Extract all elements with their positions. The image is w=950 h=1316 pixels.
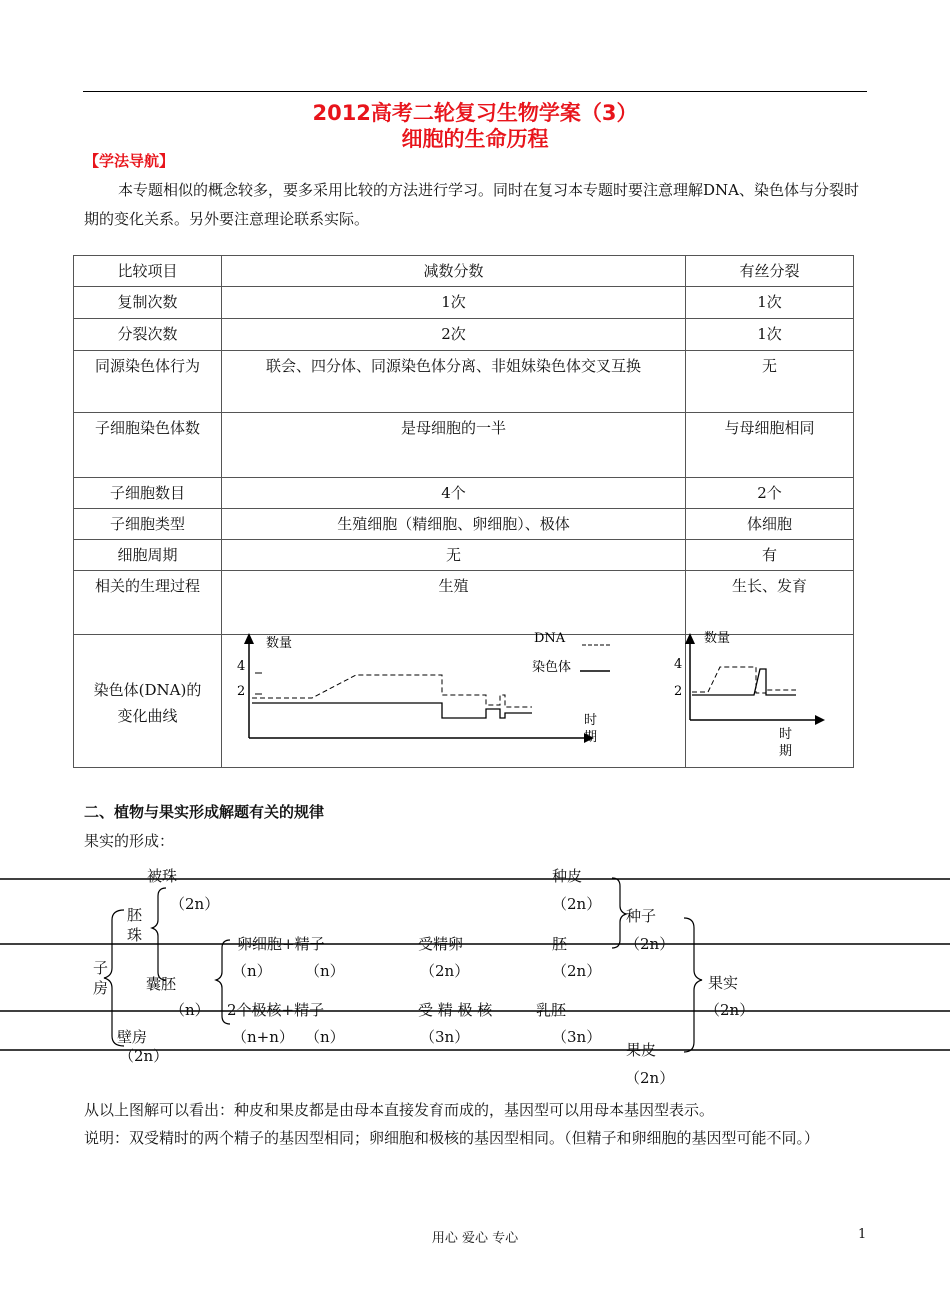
table-cell: 无 (686, 351, 854, 413)
table-cell: 子细胞染色体数 (74, 413, 222, 478)
table-row (74, 478, 854, 509)
label-shoujingjihe: 受 精 极 核 (418, 1001, 493, 1019)
dna-curve (252, 675, 532, 707)
bracket (152, 888, 166, 980)
legend-chromosome: 染色体 (532, 660, 572, 675)
label-jihe: 2个极核+精子 (227, 1001, 325, 1019)
tick-label-2: 2 (237, 684, 246, 699)
curve-row (74, 635, 854, 768)
chromosome-curve (692, 669, 796, 695)
label-shoujingluan-n: （2n） (420, 962, 470, 980)
study-guide-heading: 【学法导航】 (84, 152, 175, 170)
curve-row-label (74, 635, 222, 768)
tick-label-2: 2 (674, 684, 683, 699)
label-guoshi-n: （2n） (705, 1001, 755, 1019)
page-subtitle: 细胞的生命历程 (401, 127, 549, 151)
table-cell: 1次 (686, 287, 854, 319)
table-header-cell: 减数分数 (222, 256, 686, 287)
label-peinang-n: （n） (170, 1001, 210, 1019)
conclusion-text: 从以上图解可以看出：种皮和果皮都是由母本直接发育而成的，基因型可以用母本基因型表示。 (84, 1101, 715, 1119)
label-pei-n: （2n） (552, 962, 602, 980)
intro-paragraph: 本专题相似的概念较多，要多采用比较的方法进行学习。同时在复习本专题时要注意理解DNA、染色体与分裂时期的变化关系。另外要注意理论联系实际。 (84, 181, 859, 228)
table-header-cell: 有丝分裂 (686, 256, 854, 287)
table-cell: 2次 (222, 319, 686, 351)
label-guoshi: 果实 (708, 974, 739, 992)
label-zifang: 子房 (93, 959, 109, 997)
table-header-row (74, 256, 854, 287)
label-peizhu: 胚珠 (127, 906, 143, 944)
label-guopi: 果皮 (626, 1041, 657, 1059)
x-axis-label-2: 期 (584, 730, 598, 745)
x-axis-label-1: 时 (584, 713, 598, 728)
table-cell: 细胞周期 (74, 540, 222, 571)
table-cell: 生殖细胞（精细胞、卵细胞）、极体 (222, 509, 686, 540)
note-text: 说明：双受精时的两个精子的基因型相同；卵细胞和极核的基因型相同。（但精子和卵细胞的基因型可能不同。） (84, 1129, 820, 1147)
table-cell: 联会、四分体、同源染色体分离、非姐妹染色体交叉互换 (222, 351, 686, 413)
table-row (74, 540, 854, 571)
table-cell: 体细胞 (686, 509, 854, 540)
table-cell: 子细胞数目 (74, 478, 222, 509)
x-axis-label-1: 时 (779, 727, 793, 742)
table-row (74, 287, 854, 319)
label-luan-n: （n） (232, 962, 272, 980)
mitosis-graph-cell (674, 631, 854, 768)
comparison-table (73, 255, 854, 768)
table-cell: 无 (222, 540, 686, 571)
table-cell: 子细胞类型 (74, 509, 222, 540)
label-shoujingjihe-n: （3n） (420, 1028, 470, 1046)
label-beizhu: 被珠 (147, 867, 178, 885)
tick-label-4: 4 (237, 659, 246, 674)
label-rupei: 乳胚 (536, 1001, 567, 1019)
x-axis-arrow (815, 715, 825, 725)
label-zhongpi-n: （2n） (552, 895, 602, 913)
bracket (684, 918, 702, 1052)
curve-row-label-line2: 变化曲线 (117, 707, 178, 725)
label-beizhu-n: （2n） (170, 895, 220, 913)
table-cell: 生长、发育 (686, 571, 854, 635)
table-cell: 2个 (686, 478, 854, 509)
meiosis-graph-cell (222, 631, 686, 768)
table-row (74, 509, 854, 540)
label-shoujingluan: 受精卵 (418, 935, 464, 953)
table-cell: 生殖 (222, 571, 686, 635)
y-axis-label: 数量 (704, 631, 731, 646)
label-pei: 胚 (552, 935, 568, 953)
label-guopi-n: （2n） (625, 1069, 675, 1087)
x-axis-label-2: 期 (779, 744, 793, 759)
table-cell: 有 (686, 540, 854, 571)
label-zhongzi: 种子 (626, 907, 657, 925)
page-number: 1 (858, 1227, 867, 1242)
table-row (74, 319, 854, 351)
fruit-formation-intro: 果实的形成： (84, 832, 175, 850)
table-cell: 1次 (222, 287, 686, 319)
table-cell: 1次 (686, 319, 854, 351)
section-heading: 二、植物与果实形成解题有关的规律 (84, 803, 325, 821)
label-peinang: 囊胚 (146, 975, 177, 993)
mitosis-graph (674, 631, 853, 767)
table-cell: 复制次数 (74, 287, 222, 319)
dna-curve (692, 667, 796, 693)
label-zhongpi: 种皮 (552, 867, 583, 885)
y-axis-label: 数量 (266, 636, 293, 651)
table-row (74, 351, 854, 413)
legend-dna: DNA (534, 631, 566, 646)
page-title: 2012高考二轮复习生物学案（3） (312, 101, 638, 125)
label-jihe-n: （n+n） (232, 1028, 294, 1046)
y-axis-arrow (244, 633, 254, 644)
label-zifangbi: 壁房 (117, 1028, 148, 1046)
label-rupei-n: （3n） (552, 1028, 602, 1046)
table-row (74, 571, 854, 635)
y-axis-arrow (685, 633, 695, 644)
label-zifangbi-n: （2n） (119, 1047, 169, 1065)
table-cell: 分裂次数 (74, 319, 222, 351)
table-cell: 与母细胞相同 (686, 413, 854, 478)
label-jihe-jing-n: （n） (305, 1028, 345, 1046)
curve-row-label-line1: 染色体(DNA)的 (93, 681, 202, 699)
header-rule (83, 91, 867, 92)
page-footer: 用心 爱心 专心 (431, 1231, 519, 1246)
table-cell: 同源染色体行为 (74, 351, 222, 413)
label-jingzi-n: （n） (305, 962, 345, 980)
label-luanxibao: 卵细胞+精子 (237, 935, 325, 953)
meiosis-graph (222, 631, 685, 767)
table-cell: 4个 (222, 478, 686, 509)
table-row (74, 413, 854, 478)
table-header-cell: 比较项目 (74, 256, 222, 287)
table-cell: 是母细胞的一半 (222, 413, 686, 478)
table-cell: 相关的生理过程 (74, 571, 222, 635)
bracket (612, 878, 626, 948)
label-zhongzi-n: （2n） (625, 935, 675, 953)
tick-label-4: 4 (674, 657, 683, 672)
